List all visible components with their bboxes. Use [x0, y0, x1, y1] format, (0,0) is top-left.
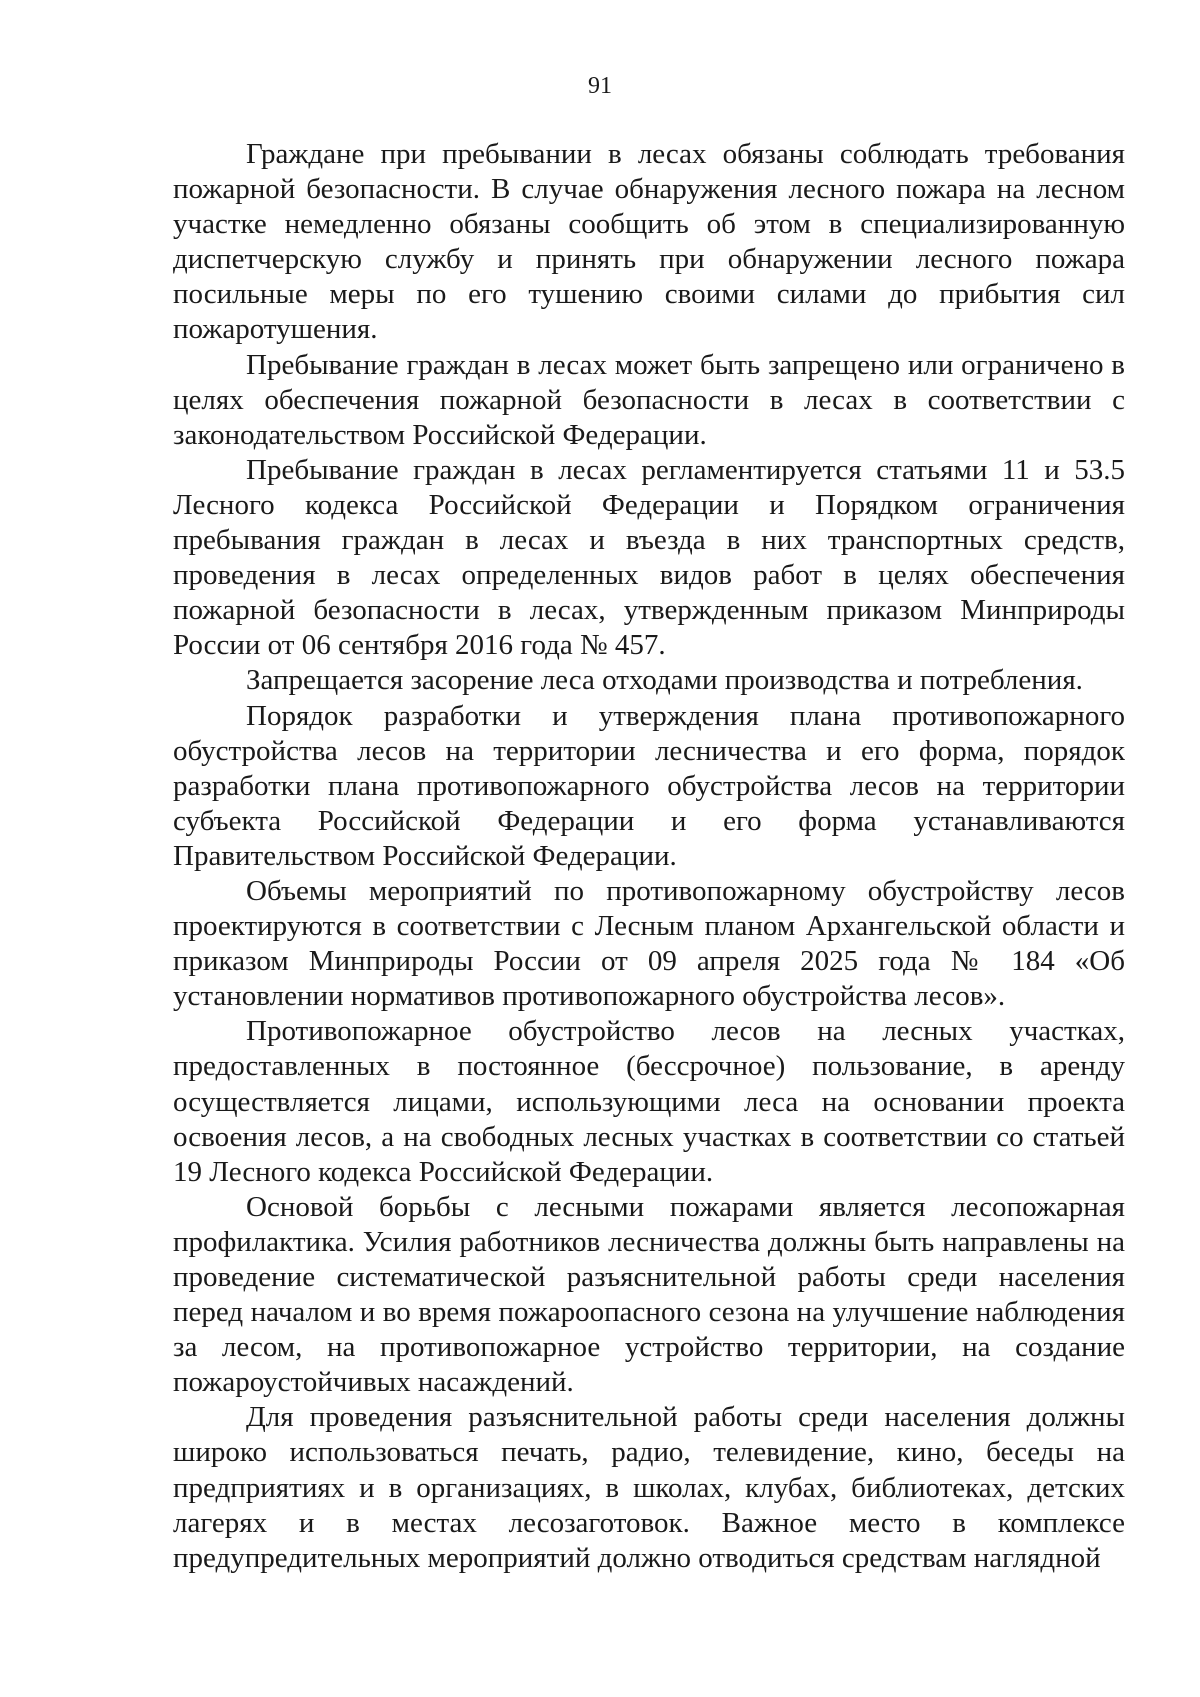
paragraph-outreach-work: Для проведения разъяснительной работы среди населения должны широко использоваться печать, радио, телевидение, кино, беседы на предприятиях и в организациях, в школах, клубах, библиотеках, детских лагерях и в местах лесозаготовок. Важное место в комплексе предупредительных мероприятий должно отводиться средствам наглядной [173, 1401, 1125, 1574]
paragraph-littering-prohibited: Запрещается засорение леса отходами производства и потребления. [246, 664, 1083, 697]
paragraph-measures-volume: Объемы мероприятий по противопожарному обустройству лесов проектируются в соответствии с Лесным планом Архангельской области и приказом Минприроды России от 09 апреля 2025 года № 184 «Об установлении нормативов противопожарного обустройства лесов». [173, 874, 1125, 1013]
paragraph-fire-safety-obligations: Граждане при пребывании в лесах обязаны соблюдать требования пожарной безопасности. В случае обнаружения лесного пожара на лесном участке немедленно обязаны сообщить об этом в специализированную диспетчерскую службу и принять при обнаружении лесного пожара посильные меры по его тушению своими силами до прибытия сил пожаротушения. [173, 138, 1125, 346]
paragraph-fire-arrangement: Противопожарное обустройство лесов на лесных участках, предоставленных в постоянное (бессрочное) пользование, в аренду осуществляется лицами, использующими леса на основании проекта освоения лесов, а на свободных лесных участках в соответствии со статьей 19 Лесного кодекса Российской Федерации. [173, 1015, 1125, 1188]
paragraph-stay-regulation: Пребывание граждан в лесах регламентируется статьями 11 и 53.5 Лесного кодекса Российской Федерации и Порядком ограничения пребывания граждан в лесах и въезда в них транспортных средств, проведения в лесах определенных видов работ в целях обеспечения пожарной безопасности в лесах, утвержденным приказом Минприроды России от 06 сентября 2016 года № 457. [173, 453, 1125, 662]
paragraph-plan-procedure: Порядок разработки и утверждения плана противопожарного обустройства лесов на территории лесничества и его форма, порядок разработки плана противопожарного обустройства лесов на территории субъекта Российской Федерации и его форма устанавливаются Правительством Российской Федерации. [173, 699, 1125, 872]
body-text [173, 137, 1125, 1576]
page-number: 91 [588, 73, 612, 99]
paragraph-fire-prevention: Основой борьбы с лесными пожарами является лесопожарная профилактика. Усилия работников лесничества должны быть направлены на проведение систематической разъяснительной работы среди населения перед началом и во время пожароопасного сезона на улучшение наблюдения за лесом, на противопожарное устройство территории, на создание пожароустойчивых насаждений. [173, 1190, 1125, 1399]
paragraph-stay-restriction: Пребывание граждан в лесах может быть запрещено или ограничено в целях обеспечения пожарной безопасности в лесах в соответствии с законодательством Российской Федерации. [173, 348, 1125, 451]
